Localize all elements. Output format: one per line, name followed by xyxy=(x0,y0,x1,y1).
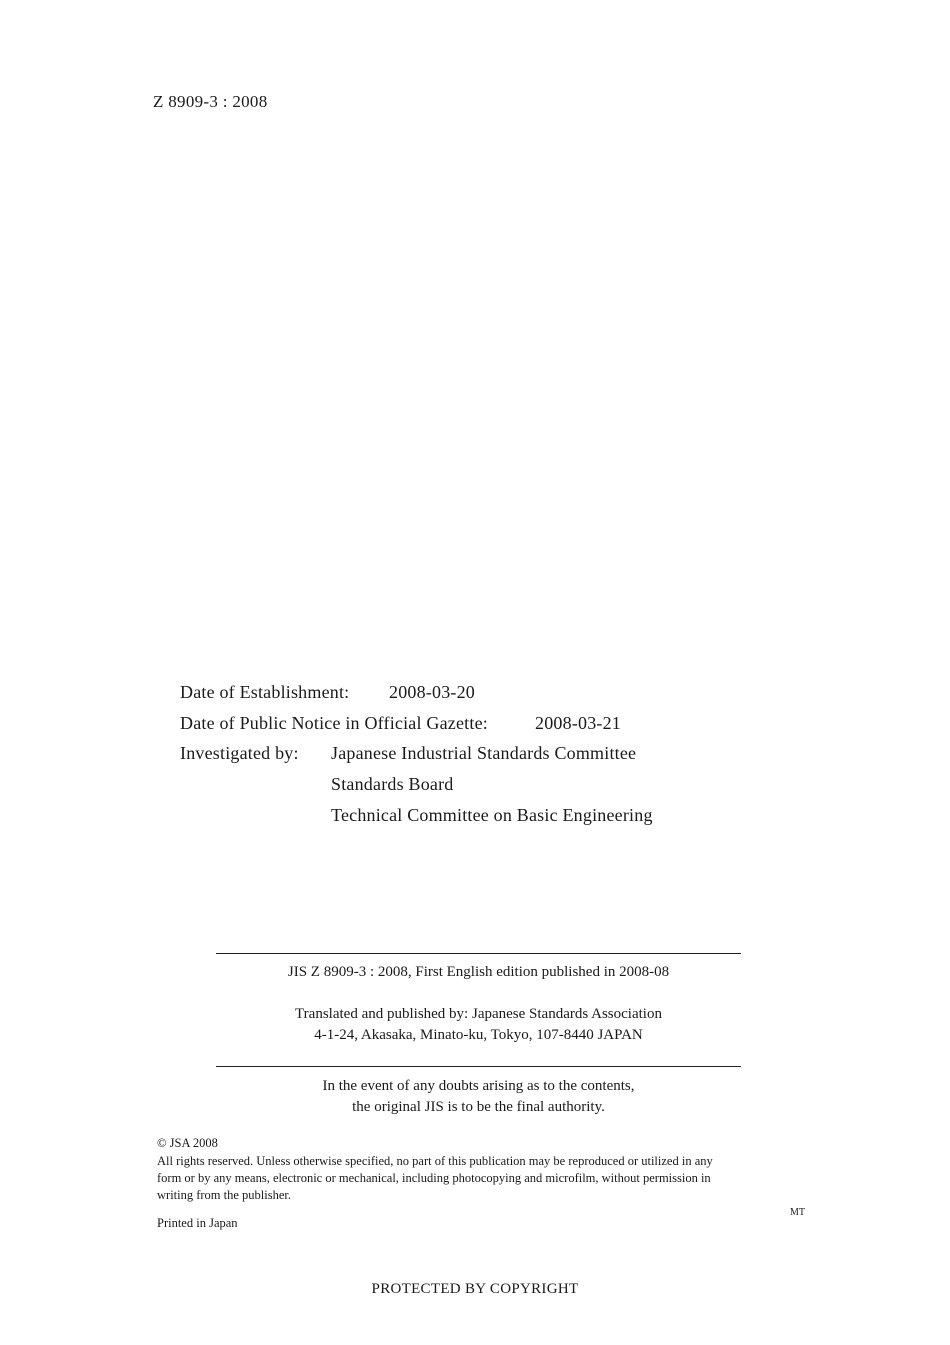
top-rule xyxy=(216,953,741,954)
rights-line-1: All rights reserved. Unless otherwise specified, no part of this publication may be reproduced or utilized in any xyxy=(157,1154,713,1168)
notice-date: 2008-03-21 xyxy=(535,713,621,733)
authority-line-1: In the event of any doubts arising as to the contents, xyxy=(322,1078,635,1094)
rights-line-3: writing from the publisher. xyxy=(157,1188,292,1202)
establishment-date: 2008-03-20 xyxy=(389,682,475,702)
protected-by-copyright: PROTECTED BY COPYRIGHT xyxy=(371,1281,579,1297)
document-code: Z 8909-3 : 2008 xyxy=(153,92,268,111)
mt-mark: MT xyxy=(790,1207,805,1218)
rights-line-2: form or by any means, electronic or mechanical, including photocopying and microfilm, without permission in xyxy=(157,1171,711,1185)
investigated-label: Investigated by: xyxy=(180,743,299,763)
notice-label: Date of Public Notice in Official Gazette: xyxy=(180,713,488,733)
investigator-committee: Japanese Industrial Standards Committee xyxy=(331,743,637,763)
establishment-label: Date of Establishment: xyxy=(180,682,350,702)
investigator-technical-committee: Technical Committee on Basic Engineering xyxy=(331,805,653,825)
publisher-line: Translated and published by: Japanese Standards Association xyxy=(295,1006,662,1022)
middle-rule xyxy=(216,1066,741,1067)
copyright-notice: © JSA 2008 xyxy=(157,1136,218,1150)
investigator-board: Standards Board xyxy=(331,774,454,794)
address-line: 4-1-24, Akasaka, Minato-ku, Tokyo, 107-8440 JAPAN xyxy=(314,1027,643,1043)
printed-in-japan: Printed in Japan xyxy=(157,1216,238,1230)
authority-line-2: the original JIS is to be the final authority. xyxy=(352,1099,605,1115)
edition-line: JIS Z 8909-3 : 2008, First English edition published in 2008-08 xyxy=(287,964,670,980)
